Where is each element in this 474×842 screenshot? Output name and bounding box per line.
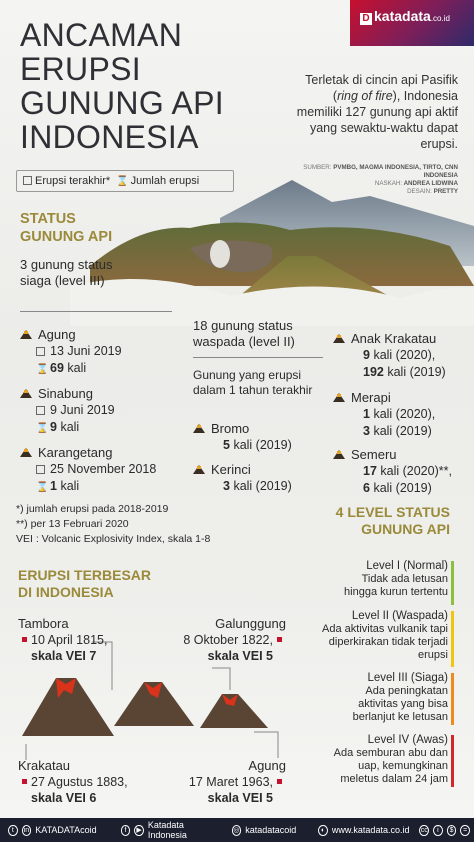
volcano-name: Merapi (351, 390, 391, 405)
volcano-item (20, 326, 190, 378)
youtube-icon[interactable]: ▶ (134, 825, 144, 836)
level-bar (451, 561, 454, 605)
volcano-name: Semeru (351, 447, 397, 462)
mountain-image (70, 176, 474, 326)
hourglass-icon: ⌛ (36, 482, 49, 493)
eruption-item (18, 758, 158, 806)
volcano-item (20, 444, 190, 496)
eruption-rest: kali (2020)**, (380, 464, 452, 478)
waspada-line: waspada (level II) (193, 334, 295, 349)
facebook-icon[interactable]: f (121, 825, 131, 836)
level-item (308, 560, 448, 599)
nc-icon: $ (447, 825, 457, 836)
instagram-icon[interactable]: ◎ (233, 826, 240, 834)
level-title: Level I (Normal) (366, 560, 448, 572)
level-bar (451, 611, 454, 667)
by-icon: i (433, 825, 443, 836)
brand-suffix: .co.id (430, 14, 450, 23)
source-key: SUMBER: (303, 164, 332, 171)
eruption-rest: kali (2019) (373, 481, 432, 495)
volcano-icon (20, 448, 32, 457)
brand-name: katadata (374, 8, 431, 24)
brand-logo-icon: D (360, 13, 372, 25)
marker-icon (277, 637, 282, 642)
largest-heading (18, 567, 151, 601)
largest-heading-line: DI INDONESIA (18, 584, 114, 600)
globe-icon[interactable]: ◐ (318, 825, 328, 836)
volcano-icon (193, 465, 205, 474)
level-title: Level IV (Awas) (367, 734, 448, 746)
eruption-vei: skala VEI 7 (31, 649, 97, 663)
eruption-count: 5 (223, 438, 230, 452)
volcano-icon (20, 330, 32, 339)
level-desc: Tidak ada letusan hingga kurun tertentu (344, 573, 448, 598)
volcano-name: Anak Krakatau (351, 331, 437, 346)
eruption-count: 1 (50, 479, 57, 493)
hourglass-icon: ⌛ (116, 176, 129, 187)
waspada-note: Gunung yang erupsi dalam 1 tahun terakhir (193, 368, 313, 397)
level-heading-line: 4 LEVEL STATUS (335, 504, 450, 520)
eruption-count: 192 (363, 365, 384, 379)
largest-heading-line: ERUPSI TERBESAR (18, 567, 152, 583)
twitter-icon[interactable]: t (8, 825, 18, 836)
intro-pre: Terletak di cincin api Pasifik ( (305, 73, 458, 103)
linkedin-icon[interactable]: in (22, 825, 32, 836)
eruption-count: 69 (50, 361, 64, 375)
level-title: Level III (Siaga) (367, 672, 448, 684)
marker-icon (22, 779, 27, 784)
eruption-date: 27 Agustus 1883, (31, 775, 128, 789)
volcano-item (333, 330, 473, 381)
page-title (20, 18, 290, 154)
footer-social[interactable]: Katadata Indonesia (147, 820, 187, 840)
footnotes (16, 502, 246, 547)
eruption-name: Tambora (18, 616, 69, 631)
level-item (308, 672, 448, 724)
eruption-vei: skala VEI 6 (31, 791, 97, 805)
status-heading-line: GUNUNG API (20, 229, 113, 245)
brand-logo[interactable] (360, 8, 450, 25)
marker-icon (277, 779, 282, 784)
intro-em: ring of fire (337, 89, 393, 103)
divider (193, 357, 323, 358)
hourglass-icon: ⌛ (36, 364, 49, 375)
eruption-count: 3 (223, 479, 230, 493)
eruption-date: 9 Juni 2019 (50, 403, 115, 417)
status-heading (20, 210, 112, 246)
footer-social[interactable]: KATADATAcoid (35, 825, 97, 835)
footer-bar (0, 818, 474, 842)
level-heading-line: GUNUNG API (361, 521, 450, 537)
cc-icon: cc (420, 826, 428, 834)
level-heading (320, 504, 450, 538)
eruption-date: 25 November 2018 (50, 462, 157, 476)
eruption-name: Galunggung (215, 616, 286, 631)
naskah-key: NASKAH: (374, 180, 403, 187)
eruption-rest: kali (2019) (233, 479, 292, 493)
marker-icon (22, 637, 27, 642)
nd-icon: = (460, 825, 470, 836)
waspada-line: 18 gunung status (193, 318, 293, 333)
title-line: GUNUNG API (20, 85, 224, 121)
volcano-name: Bromo (211, 421, 250, 436)
level-desc: Ada aktivitas vulkanik tapi diperkirakan tidak terjadi erupsi (322, 623, 448, 661)
title-line: ERUPSI (20, 51, 141, 87)
volcano-item (193, 461, 323, 495)
siaga-heading: 3 gunung status siaga (level III) (20, 257, 113, 288)
desain-value: PRETTY (433, 188, 458, 195)
volcano-icon (193, 424, 205, 433)
legend-count-label: Jumlah erupsi (130, 175, 200, 187)
calendar-icon (36, 465, 45, 474)
eruption-count: 17 (363, 464, 377, 478)
eruption-count: 3 (363, 424, 370, 438)
volcano-item (193, 420, 323, 454)
footer-social[interactable]: katadatacoid (245, 825, 297, 835)
volcano-name: Agung (38, 327, 76, 342)
footer-site[interactable]: www.katadata.co.id (331, 825, 410, 835)
hourglass-icon: ⌛ (36, 423, 49, 434)
calendar-icon (36, 406, 45, 415)
legend-last-label: Erupsi terakhir* (35, 175, 111, 187)
eruption-unit: kali (60, 420, 80, 434)
level-desc: Ada semburan abu dan uap, kemungkinan meletus dalam 24 jam (333, 747, 448, 785)
footnote: *) jumlah erupsi pada 2018-2019 (16, 503, 169, 515)
title-line: ANCAMAN (20, 17, 183, 53)
intro-text (290, 72, 458, 152)
level-item (308, 610, 448, 662)
waspada-heading (193, 318, 323, 350)
eruption-date: 13 Juni 2019 (50, 344, 122, 358)
footnote: **) per 13 Februari 2020 (16, 518, 129, 530)
source-value: PVMBG, MAGMA INDONESIA, TIRTO, CNN INDONESIA (333, 164, 458, 179)
title-line: INDONESIA (20, 119, 199, 155)
status-heading-line: STATUS (20, 211, 76, 227)
volcano-item (20, 385, 190, 437)
volcano-item (333, 446, 473, 497)
calendar-icon (23, 176, 32, 185)
eruption-rest: kali (2019) (373, 424, 432, 438)
desain-key: DESAIN: (407, 188, 432, 195)
eruption-rest: kali (2019) (387, 365, 446, 379)
volcano-icon (333, 393, 345, 402)
eruption-unit: kali (60, 479, 80, 493)
eruption-rest: kali (2020), (373, 407, 436, 421)
eruption-count: 1 (363, 407, 370, 421)
divider (20, 311, 172, 312)
level-item (308, 734, 448, 786)
eruption-rest: kali (2020), (373, 348, 436, 362)
eruption-unit: kali (67, 361, 87, 375)
eruption-vei: skala VEI 5 (207, 649, 273, 663)
volcano-icon (333, 450, 345, 459)
volcano-icon (333, 334, 345, 343)
eruption-date: 8 Oktober 1822, (183, 633, 273, 647)
volcano-item (333, 389, 473, 440)
eruption-rest: kali (2019) (233, 438, 292, 452)
eruption-date: 17 Maret 1963, (188, 775, 273, 789)
eruption-count: 6 (363, 481, 370, 495)
calendar-icon (36, 347, 45, 356)
eruption-count: 9 (363, 348, 370, 362)
level-desc: Ada peningkatan aktivitas yang bisa berlanjut ke letusan (352, 685, 448, 723)
volcano-name: Sinabung (38, 386, 93, 401)
naskah-value: ANDREA LIDWINA (403, 180, 458, 187)
eruption-item (170, 616, 286, 664)
eruption-item (18, 616, 138, 664)
level-bar (451, 673, 454, 725)
volcano-icon (20, 389, 32, 398)
volcano-name: Kerinci (211, 462, 251, 477)
level-bar (451, 735, 454, 787)
eruption-item (170, 758, 286, 806)
eruption-vei: skala VEI 5 (207, 791, 273, 805)
eruption-count: 9 (50, 420, 57, 434)
volcano-name: Karangetang (38, 445, 113, 460)
intro-post: ), Indonesia memiliki 127 gunung api aktif yang sewaktu-waktu dapat erupsi. (296, 89, 458, 151)
footnote: VEI : Volcanic Explosivity Index, skala 1-8 (16, 533, 211, 545)
eruption-date: 10 April 1815, (31, 633, 108, 647)
eruption-name: Agung (248, 758, 286, 773)
level-title: Level II (Waspada) (351, 610, 448, 622)
eruption-name: Krakatau (18, 758, 71, 773)
